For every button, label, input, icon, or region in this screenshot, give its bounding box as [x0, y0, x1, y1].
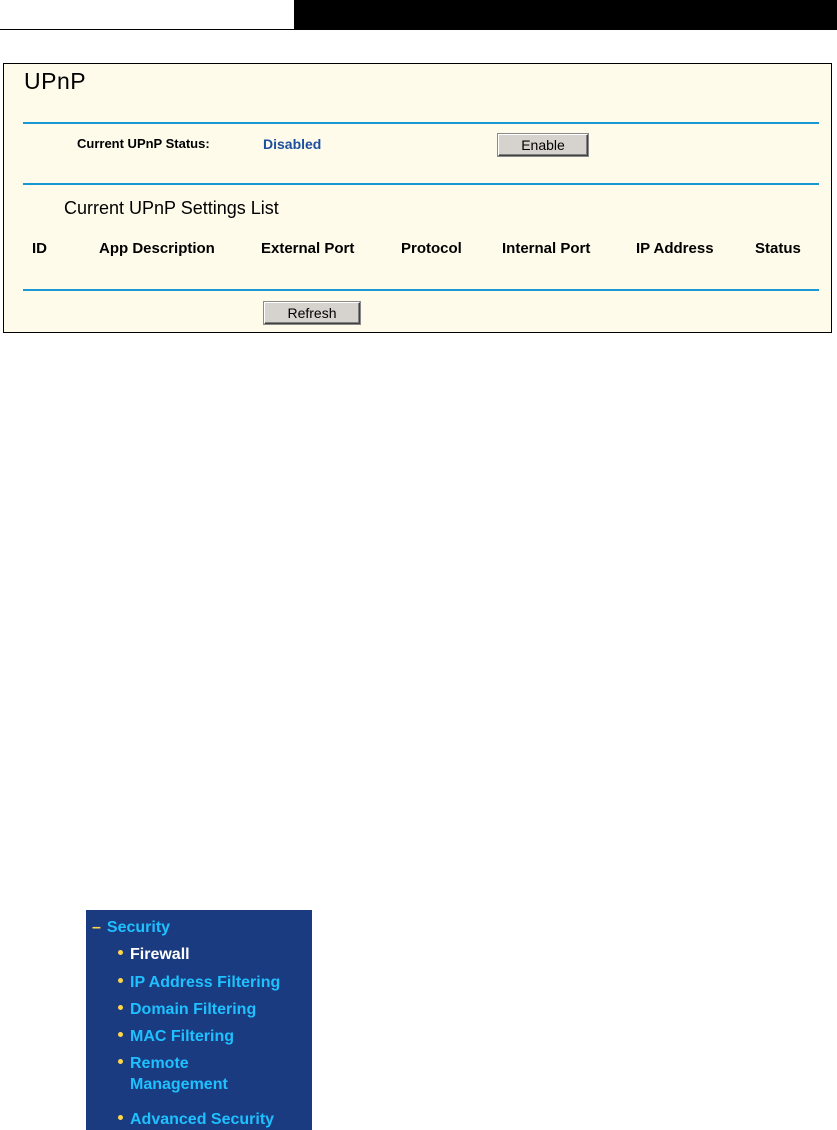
- column-header-status: Status: [755, 240, 801, 257]
- refresh-button[interactable]: Refresh: [264, 302, 360, 324]
- divider-top: [23, 122, 819, 124]
- column-header-external-port: External Port: [261, 240, 355, 257]
- column-header-app-description: App Description: [99, 240, 215, 257]
- collapse-icon: –: [92, 919, 101, 936]
- settings-list-title: Current UPnP Settings List: [64, 198, 279, 218]
- upnp-status-label: Current UPnP Status:: [77, 136, 210, 151]
- page-title: UPnP: [24, 68, 87, 94]
- bullet-icon: [118, 1059, 123, 1064]
- menu-item-label: IP Address Filtering: [130, 974, 281, 991]
- document-header-bar: [294, 0, 837, 30]
- divider-bottom: [23, 289, 819, 291]
- menu-section-security[interactable]: [92, 919, 170, 937]
- upnp-panel: [3, 63, 832, 333]
- menu-item-domain-filtering[interactable]: [118, 999, 256, 1020]
- document-header-rule: [0, 0, 294, 30]
- bullet-icon: [118, 950, 123, 955]
- bullet-icon: [118, 1032, 123, 1037]
- enable-button[interactable]: Enable: [498, 134, 588, 156]
- menu-item-firewall[interactable]: [118, 944, 190, 965]
- column-header-internal-port: Internal Port: [502, 240, 591, 257]
- menu-section-label: Security: [106, 919, 171, 936]
- menu-item-label: MAC Filtering: [130, 1028, 234, 1045]
- column-header-id: ID: [32, 240, 47, 257]
- divider-middle: [23, 183, 819, 185]
- column-header-protocol: Protocol: [401, 240, 462, 257]
- menu-item-ip-address-filtering[interactable]: [118, 972, 280, 993]
- menu-item-label: Advanced Security: [130, 1111, 275, 1128]
- menu-item-advanced-security[interactable]: [118, 1109, 274, 1130]
- bullet-icon: [118, 978, 123, 983]
- security-menu: [86, 910, 312, 1130]
- menu-item-label: Domain Filtering: [130, 1001, 257, 1018]
- menu-item-remote-management[interactable]: [118, 1053, 250, 1095]
- bullet-icon: [118, 1115, 123, 1120]
- bullet-icon: [118, 1005, 123, 1010]
- menu-item-label: Firewall: [130, 946, 190, 963]
- menu-item-label: Remote Management: [130, 1055, 228, 1093]
- column-header-ip-address: IP Address: [636, 240, 714, 257]
- upnp-status-value: Disabled: [263, 136, 322, 152]
- menu-item-mac-filtering[interactable]: [118, 1026, 234, 1047]
